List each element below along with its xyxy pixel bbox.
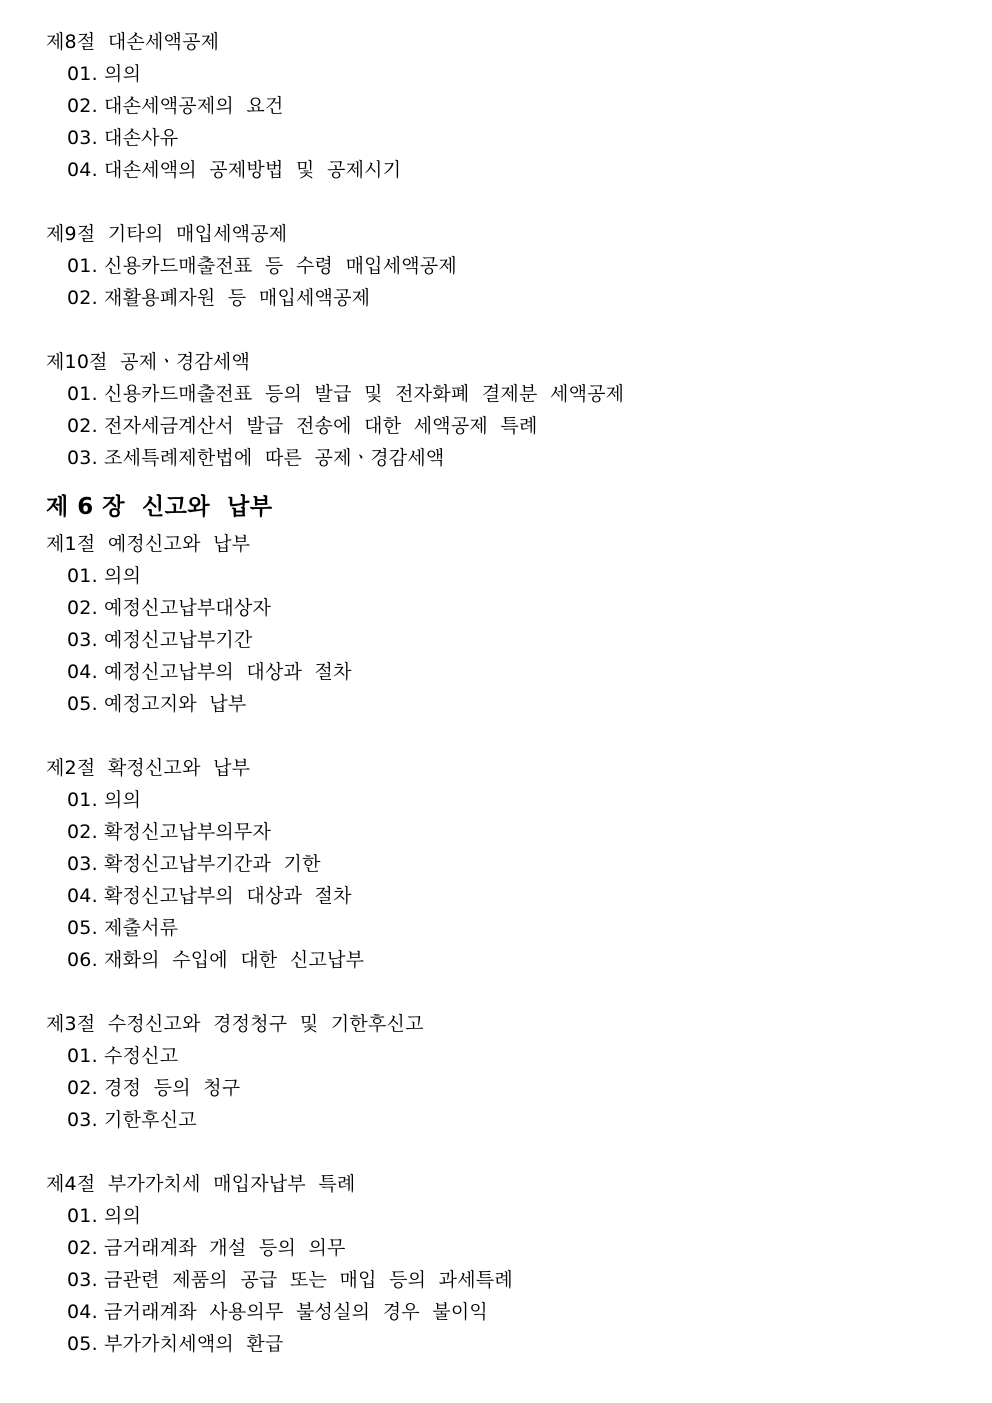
list-item: 04. 대손세액의 공제방법 및 공제시기 [67, 159, 402, 181]
list-item: 05. 제출서류 [67, 917, 179, 939]
list-item: 04. 예정신고납부의 대상과 절차 [67, 661, 352, 683]
list-item: 03. 예정신고납부기간 [67, 629, 253, 651]
section-heading: 제1절 예정신고와 납부 [46, 533, 251, 555]
list-item: 03. 확정신고납부기간과 기한 [67, 853, 321, 875]
list-item: 01. 신용카드매출전표 등 수령 매입세액공제 [67, 255, 457, 277]
list-item: 03. 대손사유 [67, 127, 179, 149]
list-item: 01. 의의 [67, 789, 142, 811]
list-item: 02. 전자세금계산서 발급 전송에 대한 세액공제 특례 [67, 415, 538, 437]
section-heading: 제8절 대손세액공제 [46, 31, 220, 53]
list-item: 05. 부가가치세액의 환급 [67, 1333, 284, 1355]
list-item: 02. 재활용폐자원 등 매입세액공제 [67, 287, 371, 309]
list-item: 02. 대손세액공제의 요건 [67, 95, 284, 117]
list-item: 04. 확정신고납부의 대상과 절차 [67, 885, 352, 907]
list-item: 03. 조세특례제한법에 따른 공제ㆍ경감세액 [67, 447, 445, 469]
spacer [46, 976, 966, 1008]
list-item: 02. 경정 등의 청구 [67, 1077, 241, 1099]
chapter-title: 제 6 장 신고와 납부 [46, 494, 273, 520]
spacer [46, 1136, 966, 1168]
list-item: 04. 금거래계좌 사용의무 불성실의 경우 불이익 [67, 1301, 488, 1323]
list-item: 02. 예정신고납부대상자 [67, 597, 272, 619]
spacer [46, 186, 966, 218]
list-item: 03. 금관련 제품의 공급 또는 매입 등의 과세특례 [67, 1269, 513, 1291]
list-item: 02. 금거래계좌 개설 등의 의무 [67, 1237, 346, 1259]
section-heading: 제4절 부가가치세 매입자납부 특례 [46, 1173, 356, 1195]
list-item: 05. 예정고지와 납부 [67, 693, 247, 715]
list-item: 01. 신용카드매출전표 등의 발급 및 전자화폐 결제분 세액공제 [67, 383, 625, 405]
list-item: 01. 의의 [67, 565, 142, 587]
section-heading: 제3절 수정신고와 경정청구 및 기한후신고 [46, 1013, 424, 1035]
list-item: 03. 기한후신고 [67, 1109, 197, 1131]
spacer [46, 720, 966, 752]
list-item: 01. 의의 [67, 1205, 142, 1227]
list-item: 01. 수정신고 [67, 1045, 179, 1067]
list-item: 01. 의의 [67, 63, 142, 85]
list-item: 06. 재화의 수입에 대한 신고납부 [67, 949, 365, 971]
table-of-contents [46, 26, 966, 1360]
spacer [46, 314, 966, 346]
list-item: 02. 확정신고납부의무자 [67, 821, 272, 843]
section-heading: 제2절 확정신고와 납부 [46, 757, 251, 779]
section-heading: 제9절 기타의 매입세액공제 [46, 223, 288, 245]
section-heading: 제10절 공제ㆍ경감세액 [46, 351, 251, 373]
